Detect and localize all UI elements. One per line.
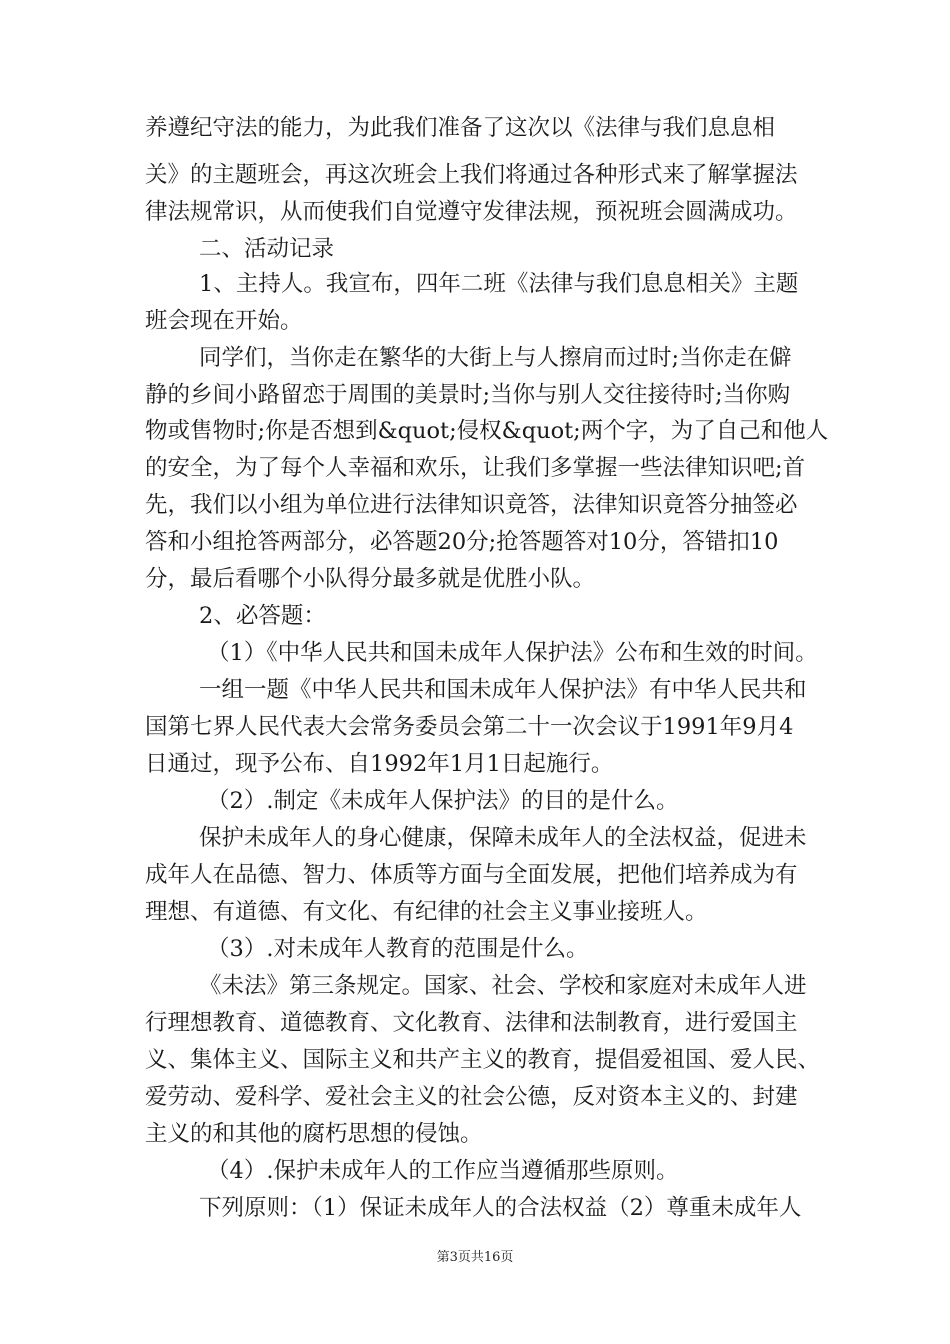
paragraph-line: 行理想教育、道德教育、文化教育、法律和法制教育，进行爱国主 — [145, 1010, 798, 1036]
paragraph-line: 同学们，当你走在繁华的大街上与人擦肩而过时;当你走在僻 — [199, 345, 792, 371]
paragraph-line: 一组一题《中华人民共和国未成年人保护法》有中华人民共和 — [199, 677, 807, 703]
paragraph-line: 1、主持人。我宣布，四年二班《法律与我们息息相关》主题 — [199, 271, 799, 297]
paragraph-line: 静的乡间小路留恋于周围的美景时;当你与别人交往接待时;当你购 — [145, 382, 791, 408]
paragraph-line: 爱劳动、爱科学、爱社会主义的社会公德，反对资本主义的、封建 — [145, 1084, 798, 1110]
paragraph-line: 先，我们以小组为单位进行法律知识竟答，法律知识竟答分抽签必 — [145, 492, 798, 518]
paragraph-line: 成年人在品德、智力、体质等方面与全面发展，把他们培养成为有 — [145, 862, 798, 888]
question-line: （3）.对未成年人教育的范围是什么。 — [207, 936, 589, 962]
paragraph-line: 班会现在开始。 — [145, 308, 303, 334]
paragraph-line: 理想、有道德、有文化、有纪律的社会主义事业接班人。 — [145, 899, 708, 925]
paragraph-line: 下列原则：（1）保证未成年人的合法权益（2）尊重未成年人 — [199, 1195, 802, 1221]
paragraph-line: 国第七界人民代表大会常务委员会第二十一次会议于1991年9月4 — [145, 714, 794, 740]
section-heading: 2、必答题： — [199, 603, 326, 629]
page-number: 第3页共16页 — [436, 1250, 514, 1265]
paragraph-line: 保护未成年人的身心健康，保障未成年人的全法权益，促进未 — [199, 825, 807, 851]
paragraph-line: 律法规常识，从而使我们自觉遵守发律法规，预祝班会圆满成功。 — [145, 199, 798, 225]
paragraph-line: 《未法》第三条规定。国家、社会、学校和家庭对未成年人进 — [199, 973, 807, 999]
paragraph-line: 主义的和其他的腐朽思想的侵蚀。 — [145, 1121, 483, 1147]
paragraph-line: 物或售物时;你是否想到&quot;侵权&quot;两个字，为了自己和他人 — [145, 418, 829, 444]
paragraph-line: 义、集体主义、国际主义和共产主义的教育，提倡爱祖国、爱人民、 — [145, 1047, 821, 1073]
paragraph-line: 日通过，现予公布、自1992年1月1日起施行。 — [145, 751, 614, 777]
question-line: （2）.制定《未成年人保护法》的目的是什么。 — [207, 788, 679, 814]
question-line: （1）《中华人民共和国未成年人保护法》公布和生效的时间。 — [207, 640, 818, 666]
paragraph-line: 关》的主题班会，再这次班会上我们将通过各种形式来了解掌握法 — [145, 162, 798, 188]
question-line: （4）.保护未成年人的工作应当遵循那些原则。 — [207, 1158, 679, 1184]
paragraph-line: 的安全，为了每个人幸福和欢乐，让我们多掌握一些法律知识吧;首 — [145, 455, 806, 481]
paragraph-line: 分，最后看哪个小队得分最多就是优胜小队。 — [145, 566, 596, 592]
section-heading: 二、活动记录 — [199, 236, 335, 262]
paragraph-line: 养遵纪守法的能力，为此我们准备了这次以《法律与我们息息相 — [145, 115, 776, 141]
paragraph-line: 答和小组抢答两部分，必答题20分;抢答题答对10分，答错扣10 — [145, 529, 779, 555]
